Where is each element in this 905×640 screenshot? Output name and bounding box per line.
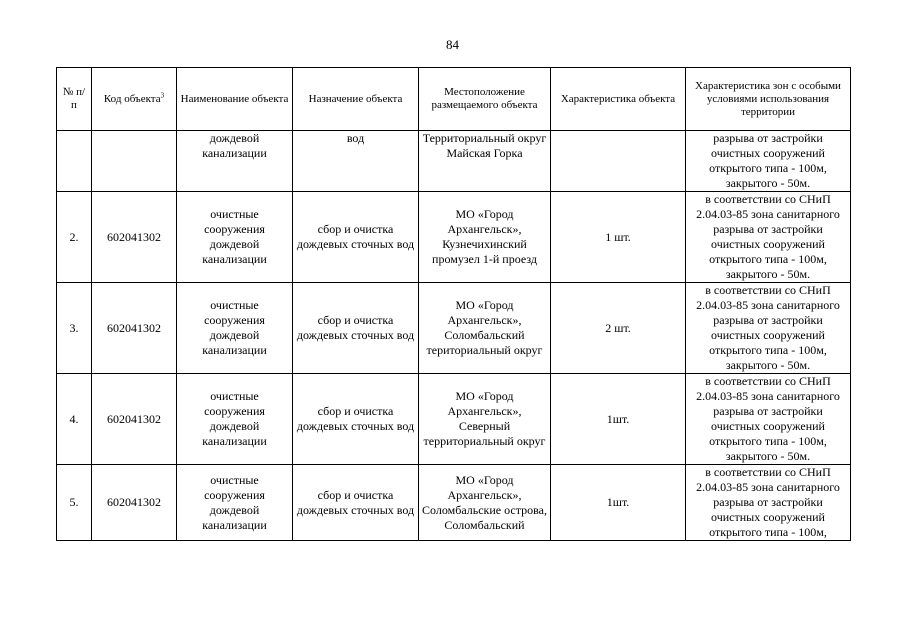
cell-location: МО «Город Архангельск», Северный территориальный округ [419,374,551,465]
cell-zones: в соответствии со СНиП 2.04.03-85 зона санитарного разрыва от застройки очистных сооружений открытого типа - 100м, [686,465,851,541]
cell-location: Территориальный округ Майская Горка [419,131,551,192]
cell-code: 602041302 [92,283,177,374]
cell-purpose: сбор и очистка дождевых сточных вод [293,283,419,374]
cell-characteristic: 1 шт. [551,192,686,283]
cell-name: дождевой канализации [177,131,293,192]
cell-location: МО «Город Архангельск», Соломбальский териториальный округ [419,283,551,374]
cell-characteristic: 1шт. [551,374,686,465]
cell-zones: в соответствии со СНиП 2.04.03-85 зона санитарного разрыва от застройки очистных сооружений открытого типа - 100м, закрытого - 50м. [686,374,851,465]
cell-num: 4. [57,374,92,465]
cell-purpose: сбор и очистка дождевых сточных вод [293,465,419,541]
cell-zones: в соответствии со СНиП 2.04.03-85 зона санитарного разрыва от застройки очистных сооружений открытого типа - 100м, закрытого - 50м. [686,192,851,283]
cell-characteristic: 1шт. [551,465,686,541]
header-location: Местоположение размещаемого объекта [419,68,551,131]
table-row-continuation [57,131,851,192]
table-row [57,374,851,465]
header-name: Наименование объекта [177,68,293,131]
cell-characteristic: 2 шт. [551,283,686,374]
cell-zones: в соответствии со СНиП 2.04.03-85 зона санитарного разрыва от застройки очистных сооружений открытого типа - 100м, закрытого - 50м. [686,283,851,374]
table-row [57,283,851,374]
header-code [92,68,177,131]
cell-name: очистные сооружения дождевой канализации [177,192,293,283]
header-num: № п/п [57,68,92,131]
header-characteristic: Характеристика объекта [551,68,686,131]
page-number: 84 [446,37,459,52]
cell-num [57,131,92,192]
cell-location: МО «Город Архангельск», Кузнечихинский промузел 1-й проезд [419,192,551,283]
objects-table [56,67,851,541]
cell-purpose: сбор и очистка дождевых сточных вод [293,192,419,283]
cell-num: 3. [57,283,92,374]
cell-num: 5. [57,465,92,541]
cell-name: очистные сооружения дождевой канализации [177,374,293,465]
cell-code: 602041302 [92,374,177,465]
header-purpose: Назначение объекта [293,68,419,131]
cell-code: 602041302 [92,465,177,541]
cell-characteristic [551,131,686,192]
cell-name: очистные сооружения дождевой канализации [177,465,293,541]
header-row [57,68,851,131]
header-zones: Характеристика зон с особыми условиями использования территории [686,68,851,131]
cell-purpose: сбор и очистка дождевых сточных вод [293,374,419,465]
cell-location: МО «Город Архангельск», Соломбальские острова, Соломбальский [419,465,551,541]
table-row [57,465,851,541]
cell-code: 602041302 [92,192,177,283]
header-code-footnote: 3 [160,90,165,99]
header-code-label: Код объекта [103,92,161,105]
cell-num: 2. [57,192,92,283]
cell-zones: разрыва от застройки очистных сооружений открытого типа - 100м, закрытого - 50м. [686,131,851,192]
cell-purpose: вод [293,131,419,192]
table-row [57,192,851,283]
cell-name: очистные сооружения дождевой канализации [177,283,293,374]
cell-code [92,131,177,192]
